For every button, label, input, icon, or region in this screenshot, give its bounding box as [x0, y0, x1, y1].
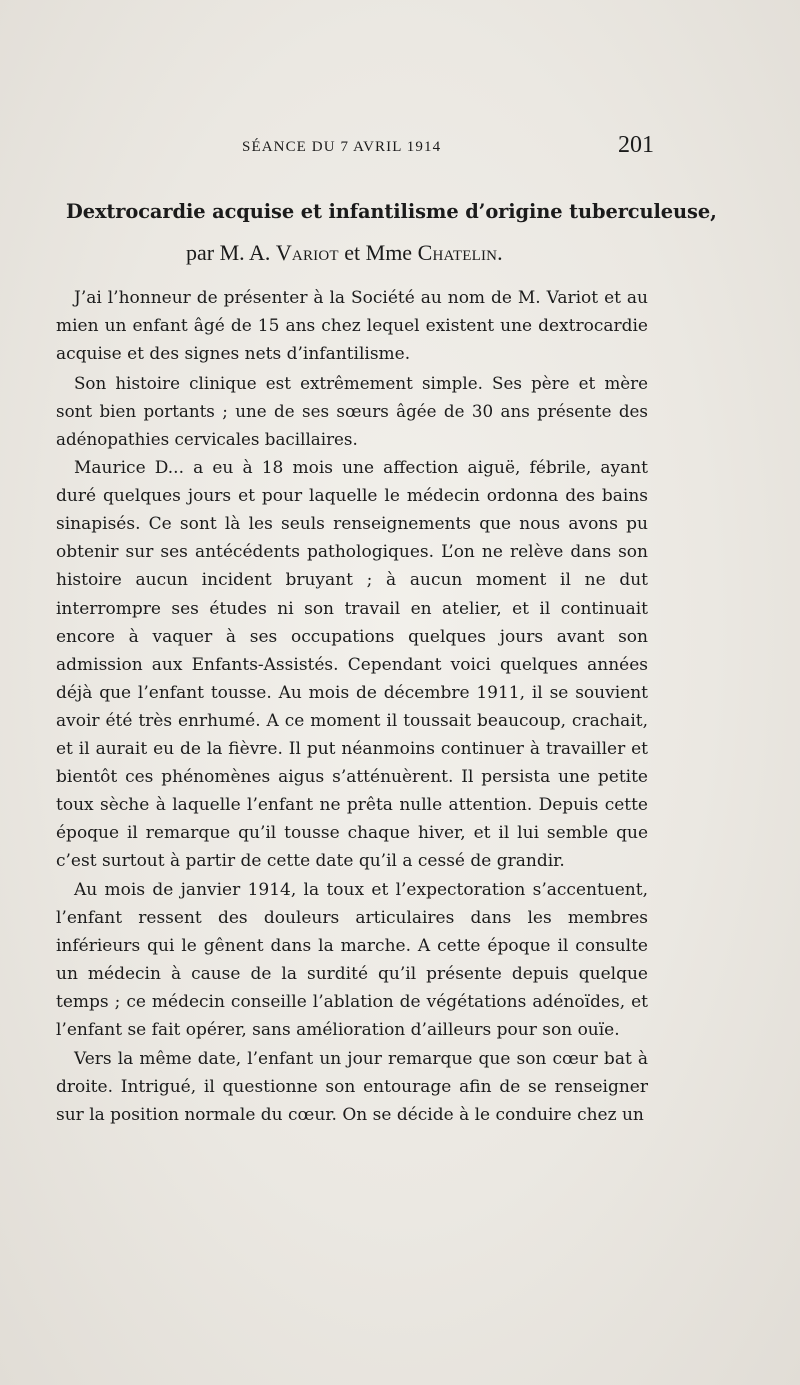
byline-middle: et Mme — [344, 240, 413, 265]
page-number: 201 — [618, 132, 654, 158]
byline — [186, 240, 503, 266]
paragraph-clinical-history: Son histoire clinique est extrêmement simple. Ses père et mère sont bien portants ; une de ses sœurs âgée de 30 ans présente des adénopathies cervicales bacillaires. — [56, 373, 648, 450]
byline-prefix: par M. A. — [186, 240, 271, 265]
running-head: SÉANCE DU 7 AVRIL 1914 — [242, 139, 442, 155]
article-title: Dextrocardie acquise et infantilisme d’origine tuberculeuse, — [66, 200, 717, 223]
paragraph-introduction: J’ai l’honneur de présenter à la Société au nom de M. Variot et au mien un enfant âgé de 15 ans chez lequel existent une dextrocardie acquise et des signes nets d’infantilisme. — [56, 288, 648, 365]
author-chatelin: Chatelin. — [417, 240, 503, 265]
paragraph-january-1914: Au mois de janvier 1914, la toux et l’expectoration s’accentuent, l’enfant ressent des douleurs articulaires dans les membres inférieurs qui le gênent dans la marche. A cette époque il consulte un médecin à cause de la surdité qu’il présente depuis quelque temps ; ce médecin conseille l’ablation de végétations adénoïdes, et l’enfant se fait opérer, sans amélioration d’ailleurs pour son ouïe. — [56, 879, 648, 1041]
paragraph-heart-position: Vers la même date, l’enfant un jour remarque que son cœur bat à droite. Intrigué, il questionne son entourage afin de se renseigner sur la position normale du cœur. On se décide à le conduire chez un — [56, 1049, 648, 1126]
page-header — [58, 132, 654, 162]
author-variot: Variot — [275, 240, 339, 265]
paragraph-antecedents: Maurice D... a eu à 18 mois une affection aiguë, fébrile, ayant duré quelques jours et pour laquelle le médecin ordonna des bains sinapisés. Ce sont là les seuls renseignements que nous avons pu obtenir sur ses antécédents pathologiques. L’on ne relève dans son histoire aucun incident bruyant ; à aucun moment il ne dut interrompre ses études ni son travail en atelier, et il continuait encore à vaquer à ses occupations quelques jours avant son admission aux Enfants-Assistés. Cependant voici quelques années déjà que l’enfant tousse. Au mois de décembre 1911, il se souvient avoir été très enrhumé. A ce moment il toussait beaucoup, crachait, et il aurait eu de la fièvre. Il put néanmoins continuer à travailler et bientôt ces phénomènes aigus s’atténuèrent. Il persista une petite toux sèche à laquelle l’enfant ne prêta nulle attention. Depuis cette époque il remarque qu’il tousse chaque hiver, et il lui semble que c’est surtout à partir de cette date qu’il a cessé de grandir. — [56, 458, 648, 871]
article-body — [56, 284, 648, 1129]
